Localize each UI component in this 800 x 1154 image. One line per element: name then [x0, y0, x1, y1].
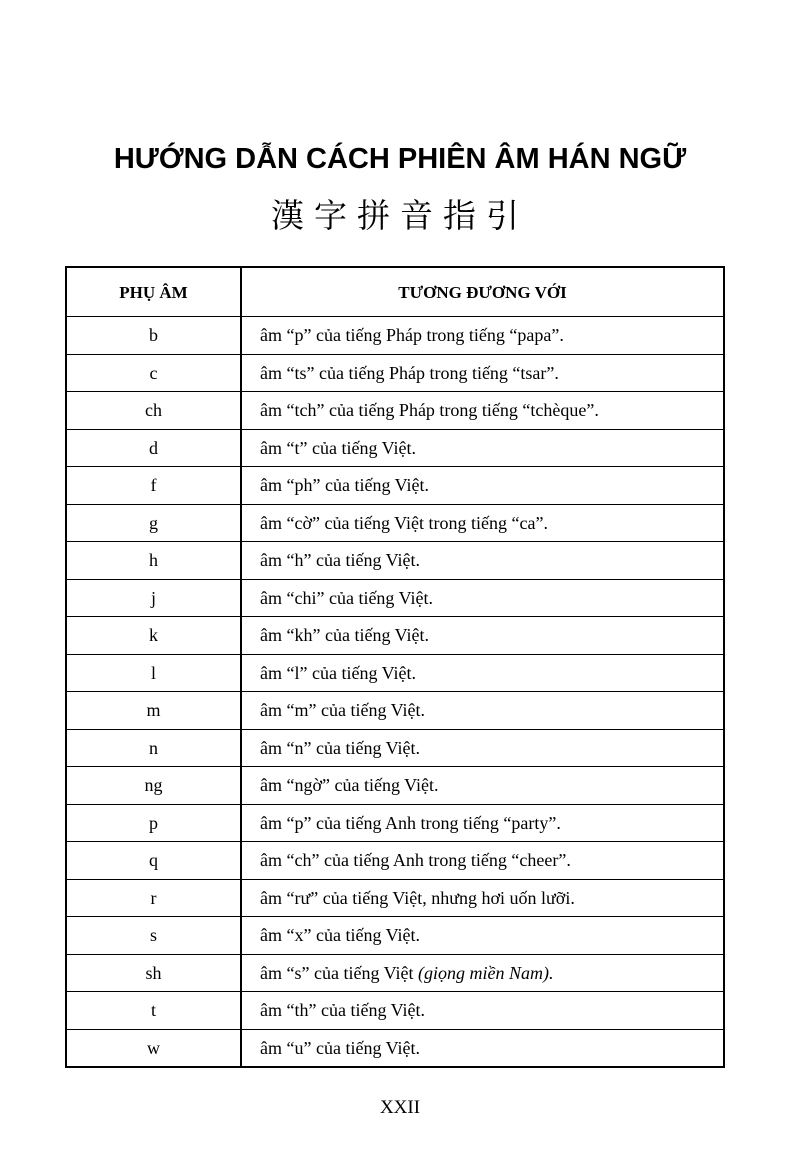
equivalent-cell: [241, 992, 724, 1030]
table-header-row: [66, 267, 724, 317]
equivalent-cell: [241, 504, 724, 542]
column-header-consonant: PHỤ ÂM: [66, 267, 241, 317]
equivalent-text: âm “ph” của tiếng Việt.: [260, 475, 430, 496]
table-row: [66, 692, 724, 730]
equivalent-text: âm “th” của tiếng Việt.: [260, 1000, 426, 1021]
table-row: [66, 429, 724, 467]
equivalent-cell: [241, 317, 724, 355]
table-row: [66, 954, 724, 992]
equivalent-text: âm “cờ” của tiếng Việt trong tiếng “ca”.: [260, 512, 548, 533]
equivalent-text: âm “l” của tiếng Việt.: [260, 662, 417, 683]
table-row: [66, 992, 724, 1030]
consonant-cell: k: [66, 617, 241, 655]
equivalent-text: âm “tch” của tiếng Pháp trong tiếng “tchèque”.: [260, 400, 599, 421]
equivalent-text: âm “ts” của tiếng Pháp trong tiếng “tsar”.: [260, 362, 559, 383]
table-row: [66, 729, 724, 767]
table-row: [66, 879, 724, 917]
table-row: [66, 392, 724, 430]
equivalent-text: âm “n” của tiếng Việt.: [260, 737, 421, 758]
consonant-cell: j: [66, 579, 241, 617]
equivalent-cell: [241, 354, 724, 392]
equivalent-cell: [241, 617, 724, 655]
consonant-cell: p: [66, 804, 241, 842]
table-row: [66, 579, 724, 617]
consonant-cell: h: [66, 542, 241, 580]
equivalent-cell: [241, 842, 724, 880]
equivalent-cell: [241, 729, 724, 767]
consonant-cell: w: [66, 1029, 241, 1067]
equivalent-cell: [241, 579, 724, 617]
equivalent-cell: [241, 392, 724, 430]
table-row: [66, 917, 724, 955]
equivalent-text: âm “x” của tiếng Việt.: [260, 925, 421, 946]
equivalent-text: âm “rư” của tiếng Việt, nhưng hơi uốn lưỡi.: [260, 887, 575, 908]
page-number: XXII: [379, 1097, 421, 1118]
consonant-cell: m: [66, 692, 241, 730]
consonant-cell: t: [66, 992, 241, 1030]
consonant-cell: b: [66, 317, 241, 355]
equivalent-text: âm “kh” của tiếng Việt.: [260, 625, 430, 646]
equivalent-text: âm “u” của tiếng Việt.: [260, 1037, 421, 1058]
table-row: [66, 804, 724, 842]
consonant-cell: ch: [66, 392, 241, 430]
consonant-cell: c: [66, 354, 241, 392]
consonant-cell: sh: [66, 954, 241, 992]
equivalent-cell: [241, 692, 724, 730]
table-row: [66, 354, 724, 392]
table-row: [66, 842, 724, 880]
consonant-cell: l: [66, 654, 241, 692]
table-row: [66, 1029, 724, 1067]
equivalent-text: âm “ch” của tiếng Anh trong tiếng “cheer”.: [260, 850, 571, 871]
equivalent-cell: [241, 542, 724, 580]
equivalent-cell: [241, 654, 724, 692]
table-row: [66, 504, 724, 542]
equivalent-cell: [241, 804, 724, 842]
table-row: [66, 654, 724, 692]
equivalent-text: âm “ngờ” của tiếng Việt.: [260, 775, 439, 796]
consonant-cell: q: [66, 842, 241, 880]
table-row: [66, 617, 724, 655]
consonant-cell: g: [66, 504, 241, 542]
equivalent-cell: [241, 767, 724, 805]
consonant-cell: r: [66, 879, 241, 917]
equivalent-text: âm “p” của tiếng Pháp trong tiếng “papa”.: [260, 325, 564, 346]
equivalent-note: (giọng miền Nam).: [418, 962, 554, 983]
equivalent-cell: [241, 917, 724, 955]
page-title: HƯỚNG DẪN CÁCH PHIÊN ÂM HÁN NGỮ: [113, 143, 687, 175]
pinyin-guide-table: [65, 266, 725, 1068]
consonant-cell: s: [66, 917, 241, 955]
equivalent-text: âm “m” của tiếng Việt.: [260, 700, 426, 721]
equivalent-text: âm “t” của tiếng Việt.: [260, 437, 417, 458]
equivalent-text: âm “p” của tiếng Anh trong tiếng “party”.: [260, 812, 561, 833]
table-row: [66, 767, 724, 805]
column-header-equivalent: TƯƠNG ĐƯƠNG VỚI: [241, 267, 724, 317]
equivalent-cell: [241, 954, 724, 992]
consonant-cell: f: [66, 467, 241, 505]
equivalent-cell: [241, 429, 724, 467]
table-row: [66, 317, 724, 355]
consonant-cell: n: [66, 729, 241, 767]
consonant-cell: ng: [66, 767, 241, 805]
equivalent-text: âm “s” của tiếng Việt: [260, 962, 419, 983]
equivalent-cell: [241, 1029, 724, 1067]
table-row: [66, 467, 724, 505]
table-row: [66, 542, 724, 580]
consonant-cell: d: [66, 429, 241, 467]
equivalent-cell: [241, 467, 724, 505]
equivalent-text: âm “h” của tiếng Việt.: [260, 550, 421, 571]
page-subtitle-chinese: 漢字拼音指引: [271, 196, 529, 235]
equivalent-text: âm “chi” của tiếng Việt.: [260, 587, 434, 608]
equivalent-cell: [241, 879, 724, 917]
